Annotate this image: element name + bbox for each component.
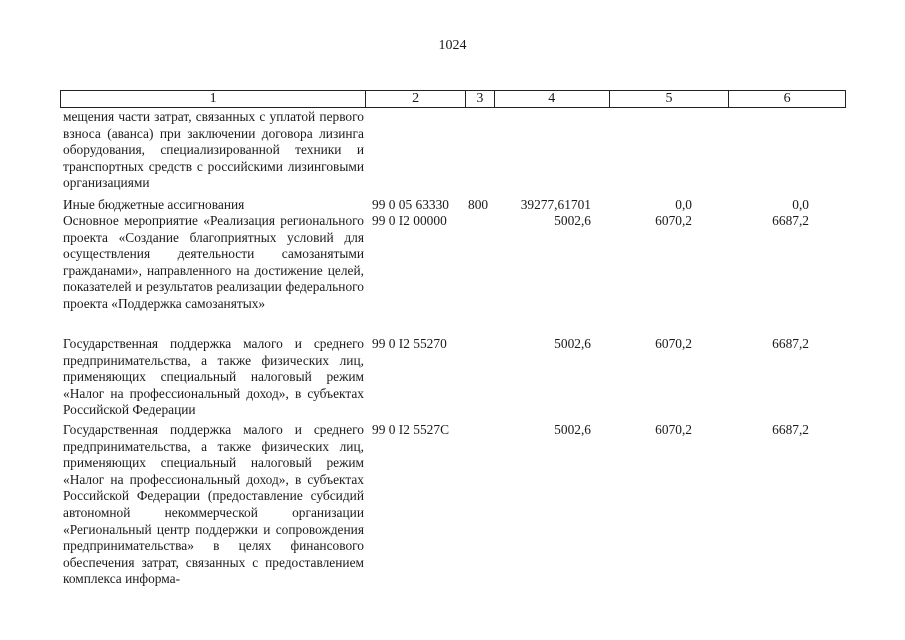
row-description: Иные бюджетные ассигнования [63,197,245,212]
row-description: Основное мероприятие «Реализация регионального проекта «Создание благоприятных условий для осуществления деятельности самозанятыми гражданами», направленного на достижение целей, показателей и результатов реализации федерального проекта «Поддержка самозанятых» [63,213,364,311]
row-value-col5: 6070,2 [655,336,692,351]
row-value-col5: 0,0 [675,197,692,212]
header-col-6: 6 [783,91,791,106]
page-number: 1024 [438,38,467,53]
row-value-col4: 5002,6 [554,422,591,437]
row-value-col5: 6070,2 [655,422,692,437]
row-code: 99 0 I2 55270 [372,336,447,351]
row-code: 99 0 I2 5527С [372,422,449,437]
row-value-col6: 0,0 [792,197,809,212]
row-code: 99 0 05 63330 [372,197,449,212]
row-code: 99 0 I2 00000 [372,213,447,228]
header-col-3: 3 [466,91,495,107]
row-value-col5: 6070,2 [655,213,692,228]
row-value-col4: 5002,6 [554,336,591,351]
header-col-1: 1 [61,91,366,107]
row-value-col4: 5002,6 [554,213,591,228]
header-col-4: 4 [495,91,610,107]
row-description: Государственная поддержка малого и среднего предпринимательства, а также физических лиц, применяющих специальный налоговый режим «Налог на профессиональный доход», в субъектах Российской Федерации (предоставление субсидий автономной некоммерческой организации «Региональный центр поддержки и сопровождения предпринимательства» в целях финансового обеспечения затрат, связанных с предоставлением комплекса информа- [63,422,364,587]
table-header-row [60,90,846,108]
row-value-col6: 6687,2 [772,422,809,437]
header-col-2: 2 [366,91,466,107]
row-description: мещения части затрат, связанных с уплатой первого взноса (аванса) при заключении договора лизинга оборудования, специализированной техники и транспортных средств с российскими лизинговыми организациями [63,109,364,191]
header-col-5: 5 [610,91,730,107]
row-description: Государственная поддержка малого и среднего предпринимательства, а также физических лиц, применяющих специальный налоговый режим «Налог на профессиональный доход», в субъектах Российской Федерации [63,336,364,418]
row-value-col4: 39277,61701 [520,197,591,212]
row-value-col6: 6687,2 [772,336,809,351]
row-value-col6: 6687,2 [772,213,809,228]
row-expense-type: 800 [468,197,489,212]
